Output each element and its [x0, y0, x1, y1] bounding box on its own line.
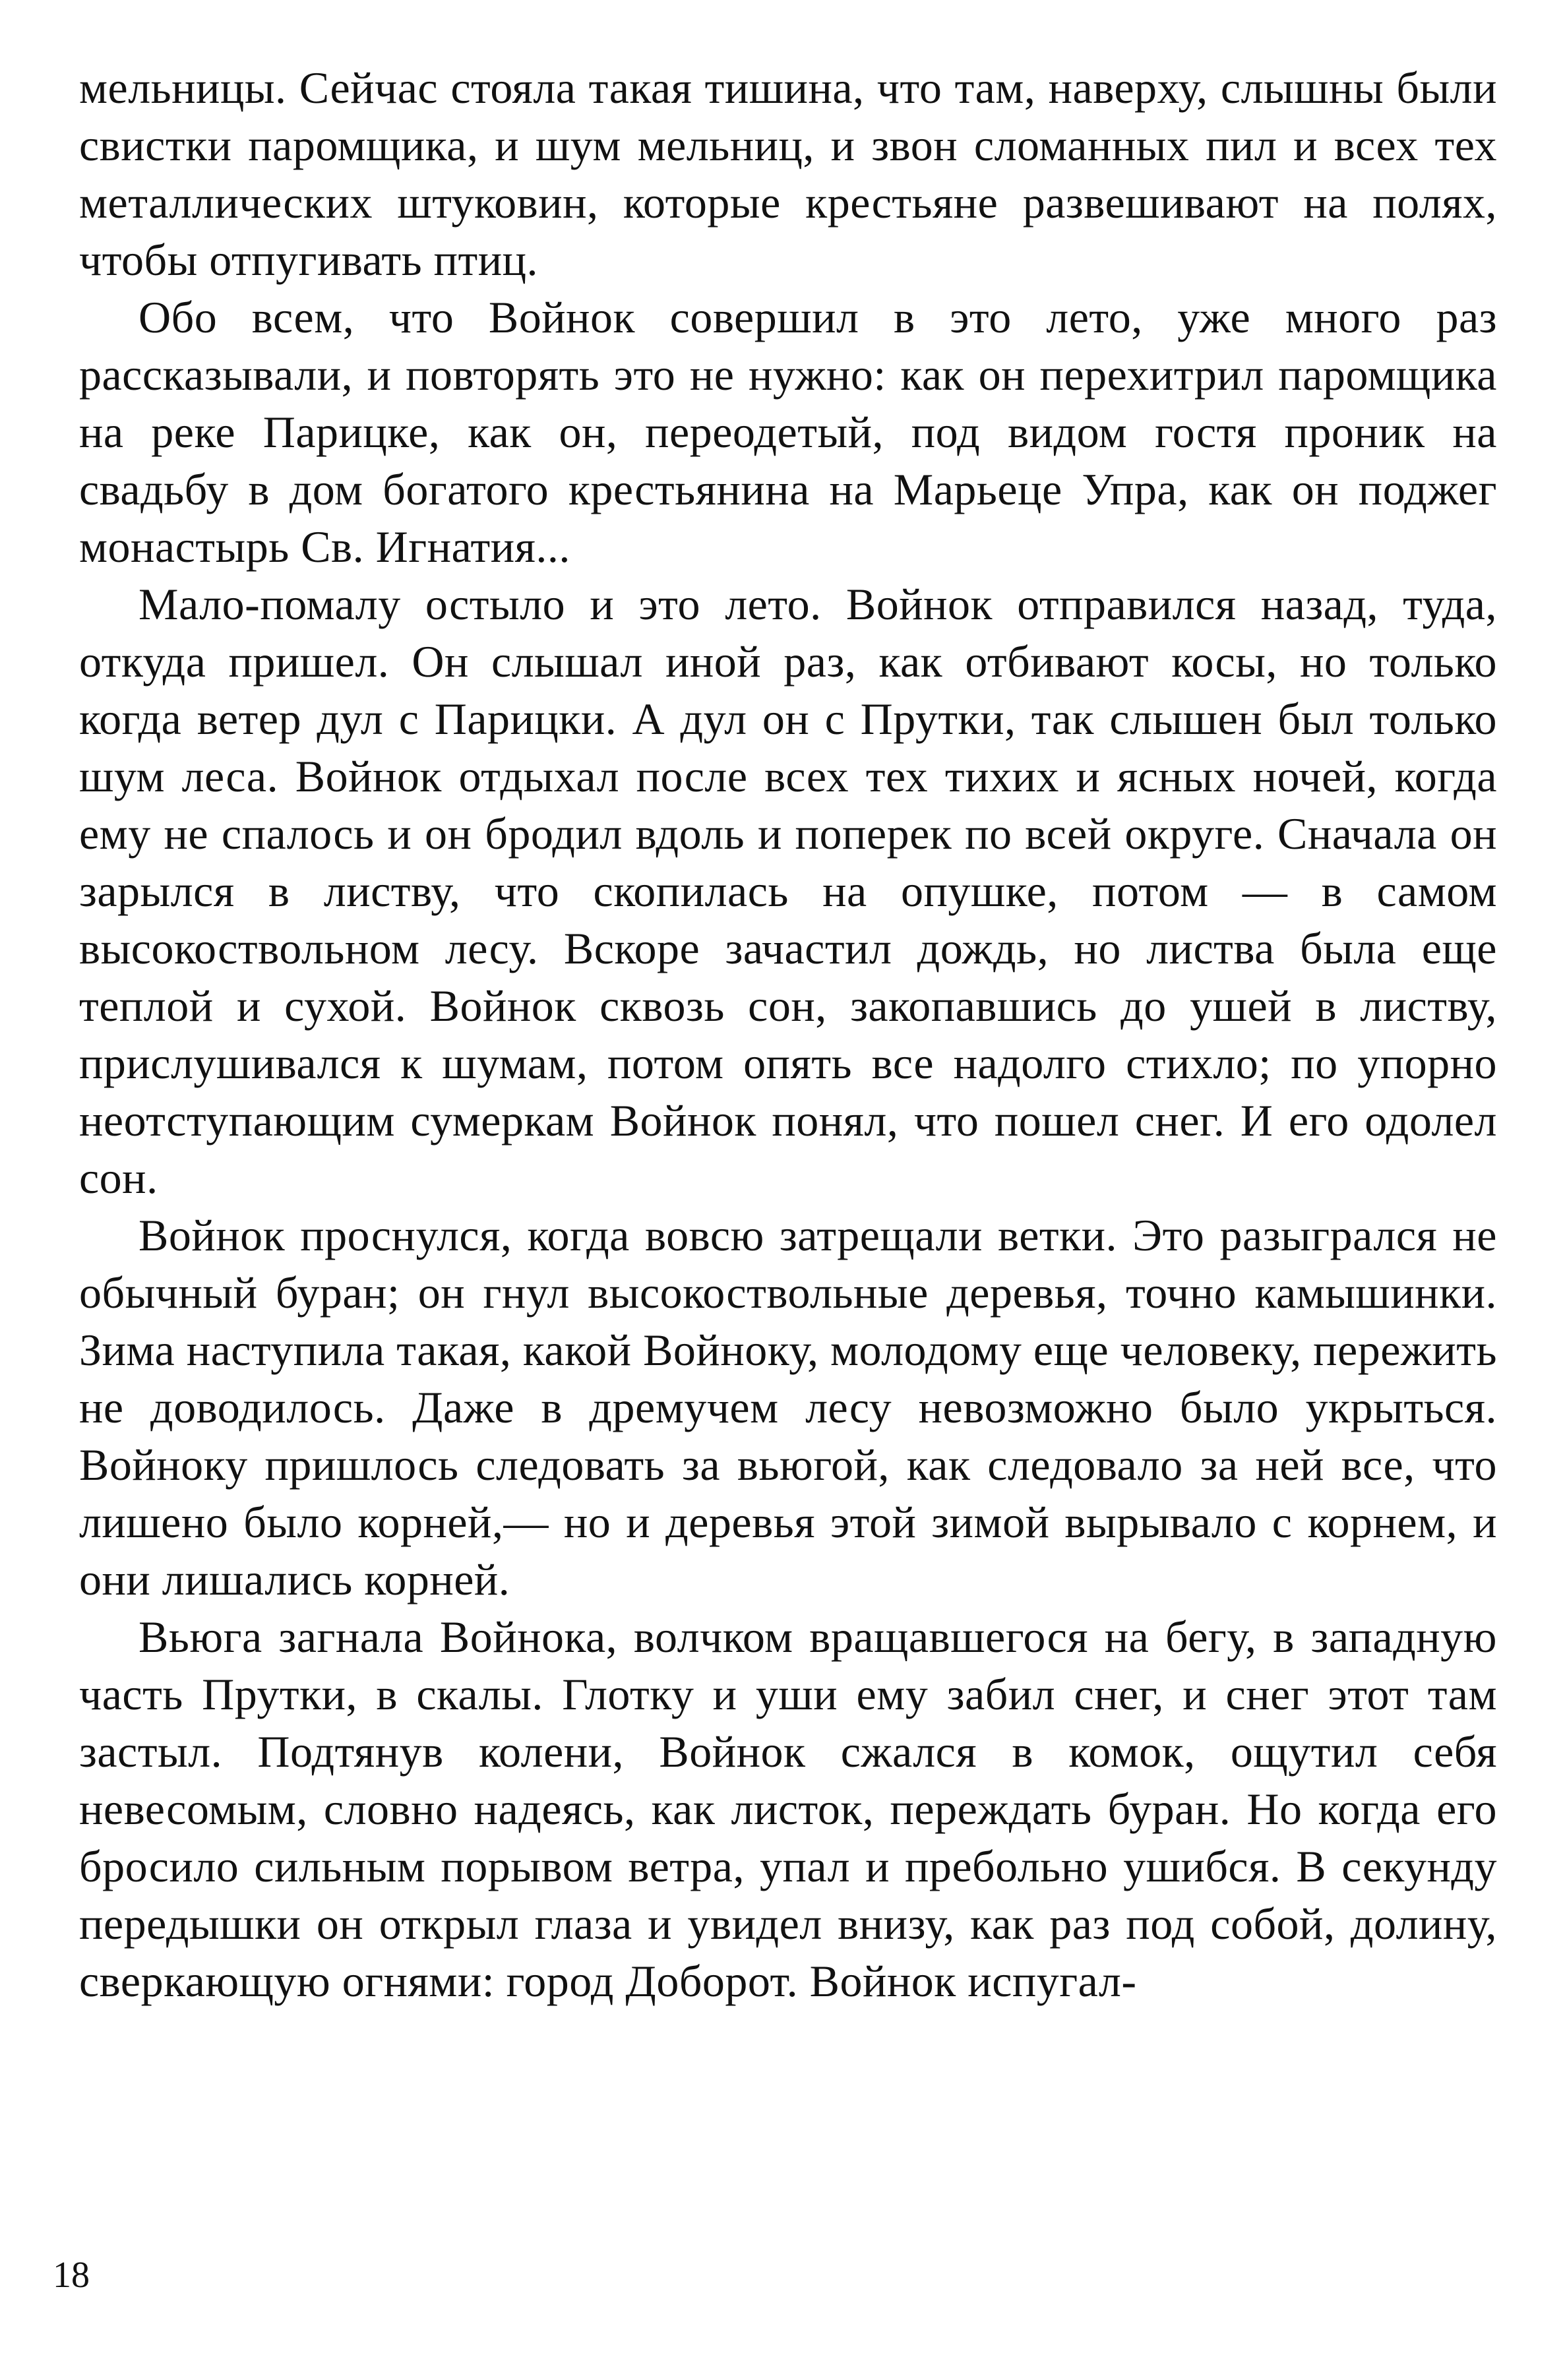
paragraph: Вьюга загнала Войнока, волчком вращавшегося на бегу, в западную часть Прутки, в скалы. Глотку и уши ему забил снег, и снег этот там застыл. Подтянув колени, Войнок сжался в комок, ощутил себя невесомым, словно надеясь, как листок, переждать буран. Но когда его бросило сильным порывом ветра, упал и пребольно ушибся. В секунду передышки он открыл глаза и увидел внизу, как раз под собой, долину, сверкающую огнями: город Доборот. Войнок испугал-	[79, 1612, 1497, 2006]
page-body	[79, 59, 1497, 2010]
paragraph: Войнок проснулся, когда вовсю затрещали ветки. Это разыгрался не обычный буран; он гнул высокоствольные деревья, точно камышинки. Зима наступила такая, какой Войноку, молодому еще человеку, пережить не доводилось. Даже в дремучем лесу невозможно было укрыться. Войноку пришлось следовать за вьюгой, как следовало за ней все, что лишено было корней,— но и деревья этой зимой вырывало с корнем, и они лишались корней.	[79, 1210, 1497, 1604]
paragraph: Мало-помалу остыло и это лето. Войнок отправился назад, туда, откуда пришел. Он слышал иной раз, как отбивают косы, но только когда ветер дул с Парицки. А дул он с Прутки, так слышен был только шум леса. Войнок отдыхал после всех тех тихих и ясных ночей, когда ему не спалось и он бродил вдоль и поперек по всей округе. Сначала он зарылся в листву, что скопилась на опушке, потом — в самом высокоствольном лесу. Вскоре зачастил дождь, но листва была еще теплой и сухой. Войнок сквозь сон, закопавшись до ушей в листву, прислушивался к шумам, потом опять все надолго стихло; по упорно неотступающим сумеркам Войнок понял, что пошел снег. И его одолел сон.	[79, 579, 1497, 1203]
page-number: 18	[53, 2255, 90, 2296]
paragraph: мельницы. Сейчас стояла такая тишина, что там, наверху, слышны были свистки паромщика, и шум мельниц, и звон сломанных пил и всех тех металлических штуковин, которые крестьяне развешивают на полях, чтобы отпугивать птиц.	[79, 63, 1497, 285]
paragraph: Обо всем, что Войнок совершил в это лето, уже много раз рассказывали, и повторять это не нужно: как он перехитрил паромщика на реке Парицке, как он, переодетый, под видом гостя проник на свадьбу в дом богатого крестьянина на Марьеце Упра, как он поджег монастырь Св. Игнатия...	[79, 292, 1497, 572]
